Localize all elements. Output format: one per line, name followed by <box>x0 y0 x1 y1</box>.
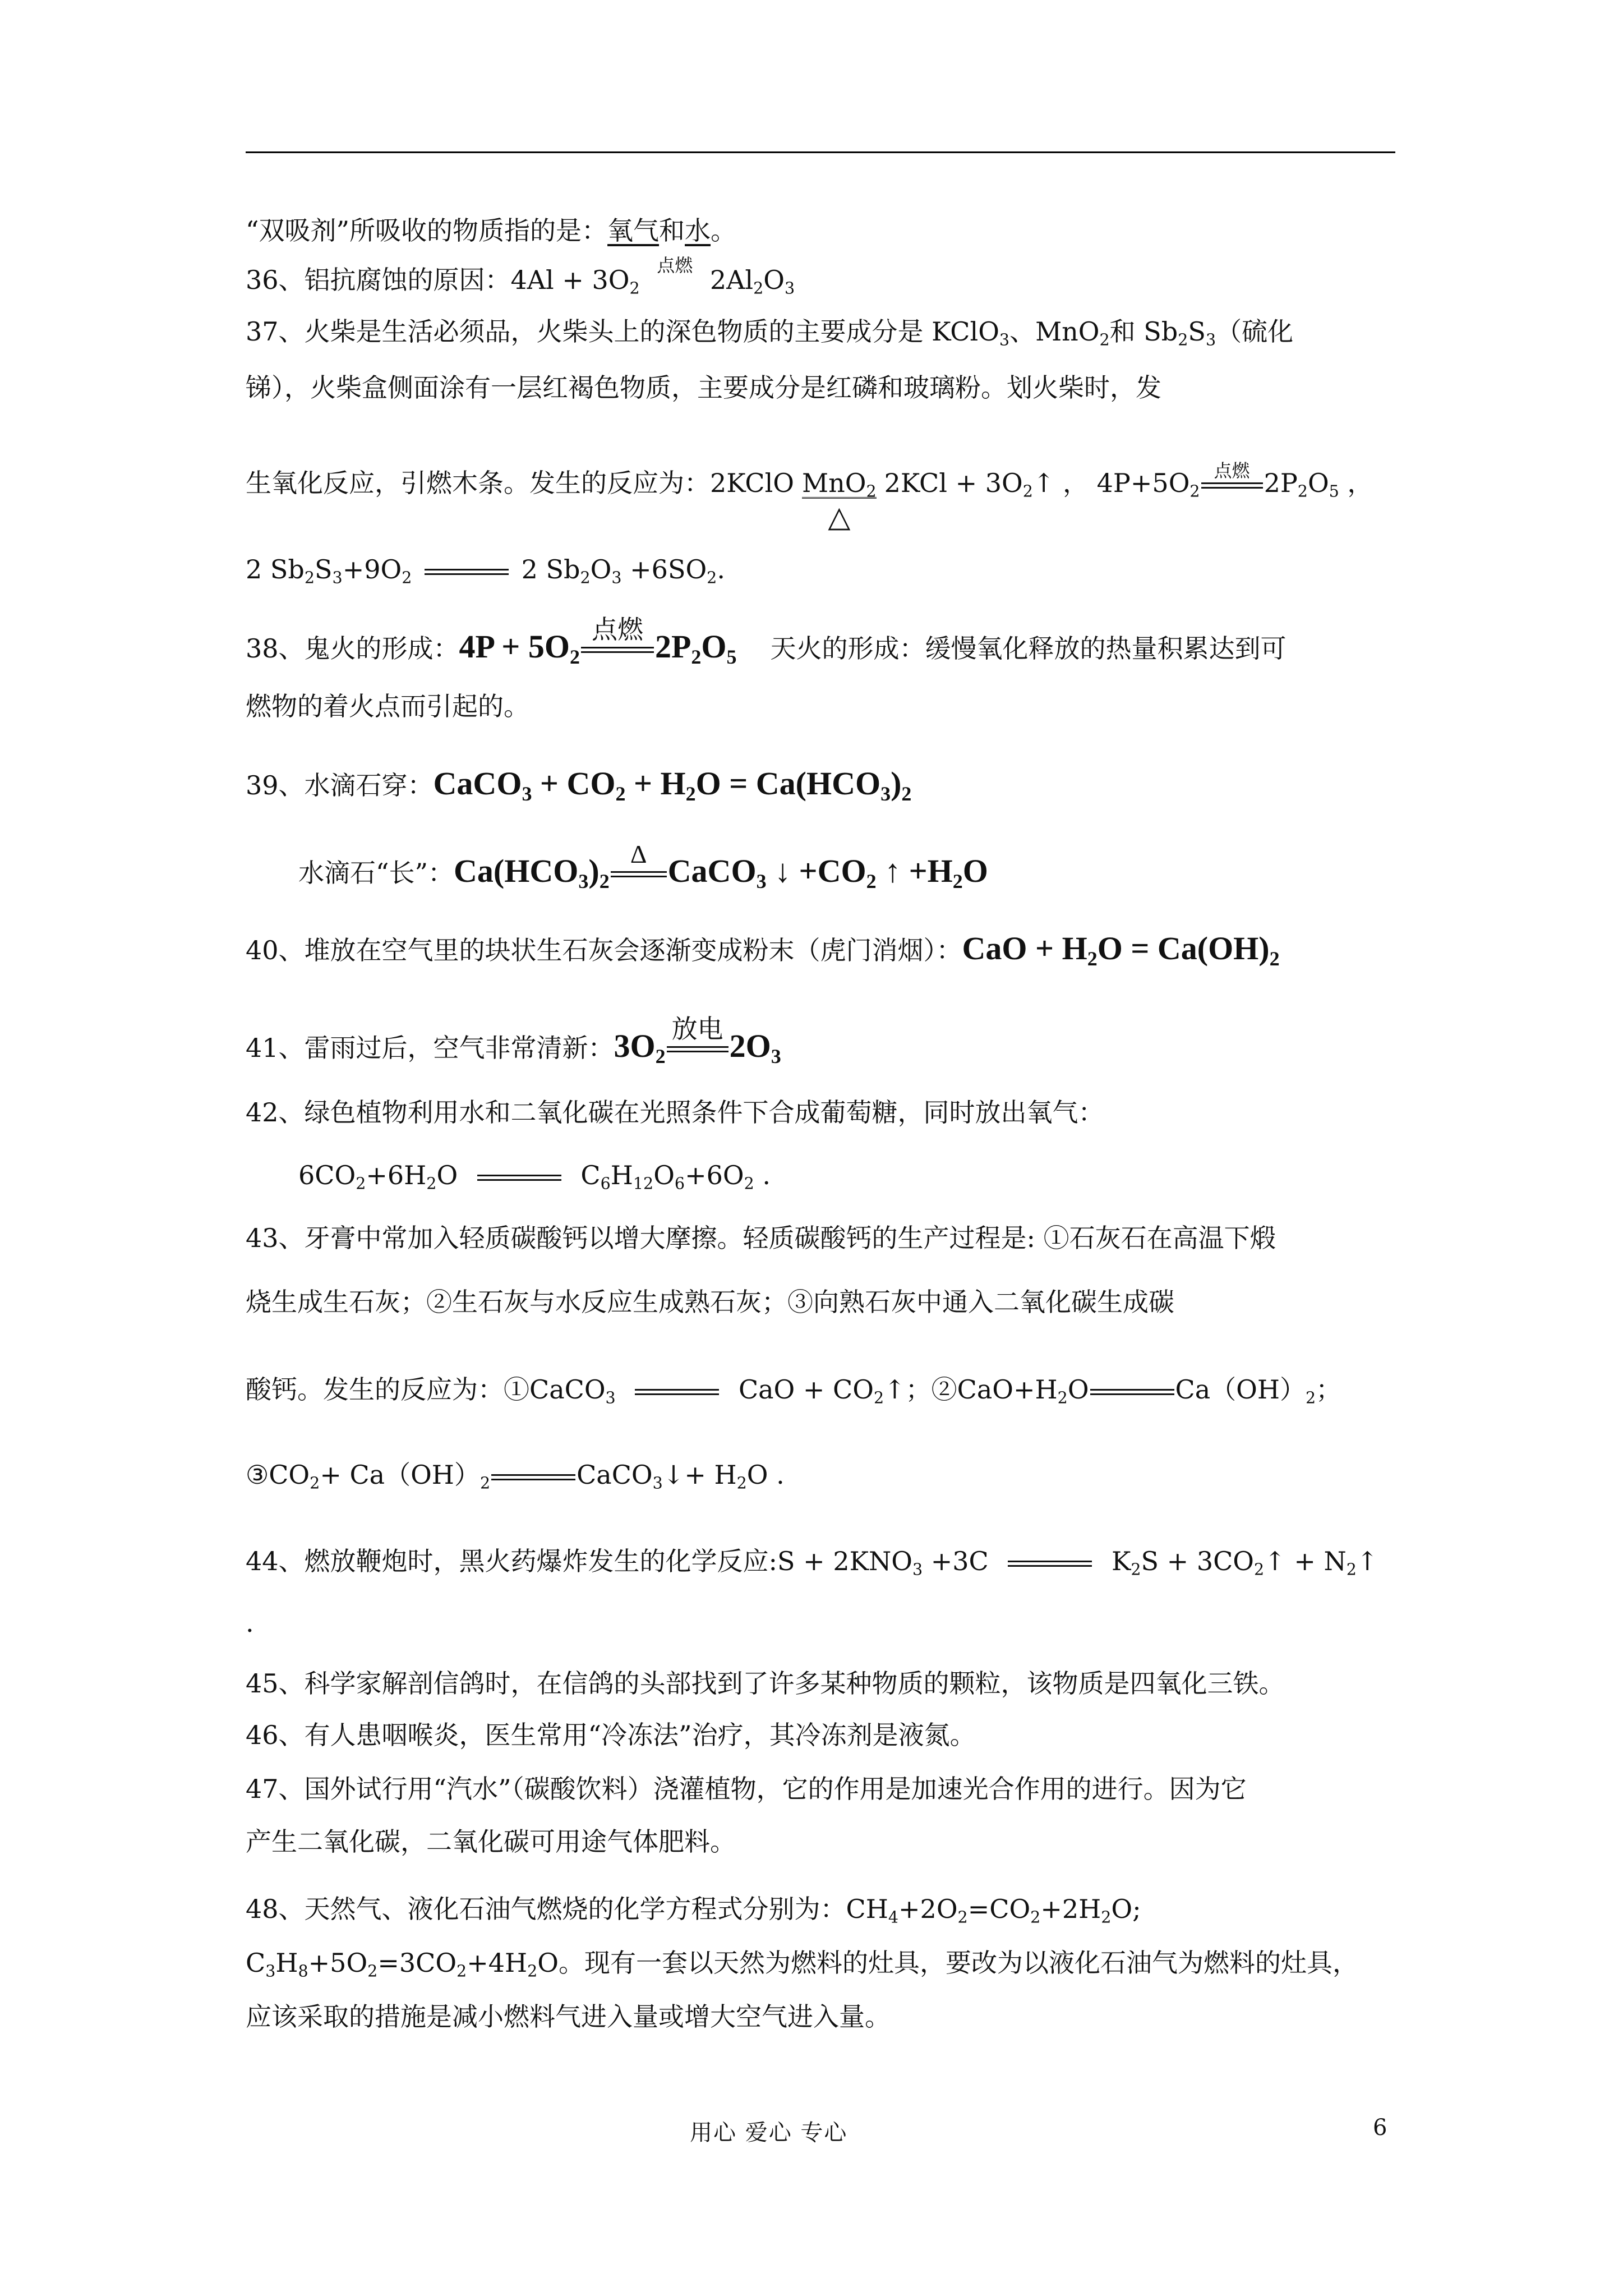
text: + Ca（OH） <box>320 1460 480 1490</box>
text: +6O <box>685 1160 744 1190</box>
subscript: 2 <box>457 1962 467 1981</box>
footer-motto: 用心 爱心 专心 <box>690 2120 848 2146</box>
text: H <box>275 1948 298 1978</box>
text: 生氧化反应，引燃木条。发生的反应为：2KClO <box>246 468 795 498</box>
subscript: 12 <box>633 1174 654 1193</box>
text: 酸钙。发生的反应为：①CaCO <box>246 1374 606 1405</box>
text: O <box>1307 468 1329 498</box>
subscript: 2 <box>310 1474 320 1493</box>
line-47b: 产生二氧化碳，二氧化碳可用途气体肥料。 <box>246 1826 736 1857</box>
text: ③CO <box>246 1460 310 1490</box>
text: O <box>1067 1374 1089 1405</box>
subscript: 2 <box>1178 330 1188 349</box>
text: （硫化 <box>1216 316 1294 347</box>
line-48c: 应该采取的措施是减小燃料气进入量或增大空气进入量。 <box>246 2001 891 2032</box>
text: Ca（OH） <box>1175 1374 1306 1405</box>
text: 2 Sb <box>521 554 580 585</box>
subscript: 3 <box>578 869 589 892</box>
text: O <box>653 1160 675 1190</box>
subscript: 3 <box>265 1962 276 1981</box>
reaction-arrow <box>581 615 654 653</box>
reaction-arrow <box>635 1389 719 1395</box>
answer-water: 水 <box>685 215 711 246</box>
subscript: 2 <box>1297 482 1308 501</box>
subscript: 2 <box>1101 1908 1112 1927</box>
subscript: 2 <box>1131 1560 1141 1579</box>
line-48b <box>246 1948 1359 1981</box>
subscript: 3 <box>332 568 343 587</box>
subscript: 8 <box>298 1962 308 1981</box>
subscript: 2 <box>957 1908 968 1927</box>
text: ↑ ， 4P+5O <box>1032 468 1190 498</box>
subscript: 3 <box>999 330 1010 349</box>
line-40 <box>246 930 1280 970</box>
line-35 <box>246 215 737 246</box>
subscript: 3 <box>756 869 767 892</box>
formula: ↑ +H <box>876 853 953 889</box>
formula: + H <box>625 765 686 802</box>
subscript: 2 <box>479 1474 491 1493</box>
text: 2P <box>1264 468 1298 498</box>
subscript: 2 <box>569 645 580 668</box>
subscript: 3 <box>652 1474 663 1493</box>
line-44b: . <box>246 1608 254 1638</box>
text: O <box>763 265 785 295</box>
reaction-condition: 点燃 <box>657 255 693 276</box>
text: H <box>610 1160 633 1190</box>
subscript: 2 <box>599 869 610 892</box>
line-43b: 烧生成生石灰；②生石灰与水反应生成熟石灰；③向熟石灰中通入二氧化碳生成碳 <box>246 1287 1174 1317</box>
subscript: 2 <box>615 782 626 805</box>
line-39a <box>246 765 912 805</box>
subscript: 2 <box>736 1474 747 1493</box>
text: 天火的形成：缓慢氧化释放的热量积累达到可 <box>770 633 1287 664</box>
answer-oxygen: 氧气 <box>607 215 660 246</box>
heat-triangle: △ <box>828 500 851 534</box>
subscript: 2 <box>952 869 963 892</box>
subscript: 6 <box>674 1174 685 1193</box>
text: 、MnO <box>1009 316 1100 347</box>
text: 40、堆放在空气里的块状生石灰会逐渐变成粉末（虎门消烟）： <box>246 935 962 965</box>
catalyst-heat <box>802 468 877 534</box>
formula: + CO <box>532 765 616 802</box>
subscript: 2 <box>873 1388 884 1407</box>
formula: Ca(HCO <box>454 853 579 889</box>
text: . <box>754 1160 771 1190</box>
text: +2H <box>1040 1894 1101 1924</box>
reaction-arrow <box>667 1015 728 1052</box>
reaction-condition: 放电 <box>671 1015 723 1044</box>
subscript: 2 <box>1189 482 1200 501</box>
line-36 <box>246 255 795 298</box>
text: +5O <box>308 1948 368 1978</box>
text: +9O <box>342 554 402 585</box>
text: 2Al <box>709 265 754 295</box>
formula: ) <box>891 765 902 802</box>
reaction-arrow <box>1090 1389 1174 1395</box>
text: C <box>580 1160 601 1190</box>
text: 36、铝抗腐蚀的原因：4Al + 3O <box>246 265 630 295</box>
text: CaO + CO <box>738 1374 874 1405</box>
reaction-condition: 点燃 <box>591 615 643 645</box>
subscript: 2 <box>753 279 764 298</box>
subscript: 2 <box>527 1962 538 1981</box>
text: ， <box>1339 468 1373 498</box>
subscript: 2 <box>1099 330 1110 349</box>
line-41 <box>246 1015 781 1068</box>
reaction-arrow <box>477 1175 561 1181</box>
line-37a <box>246 316 1294 349</box>
text: 38、鬼火的形成： <box>246 633 459 664</box>
subscript: 2 <box>1306 1388 1316 1407</box>
text: ↑ <box>1356 1546 1378 1576</box>
formula: 4P + 5O <box>459 628 570 665</box>
text: 44、燃放鞭炮时，黑火药爆炸发生的化学反应:S + 2KNO <box>246 1546 912 1576</box>
reaction-arrow <box>1008 1561 1092 1567</box>
subscript: 3 <box>522 782 532 805</box>
reaction-arrow <box>1201 459 1263 489</box>
subscript: 2 <box>1057 1388 1068 1407</box>
line-42a: 42、绿色植物利用水和二氧化碳在光照条件下合成葡萄糖，同时放出氧气： <box>246 1097 1104 1128</box>
subscript: 2 <box>866 869 877 892</box>
text: O。现有一套以天然为燃料的灶具，要改为以液化石油气为燃料的灶具， <box>537 1948 1359 1978</box>
subscript: 2 <box>402 568 412 587</box>
subscript: 3 <box>1205 330 1216 349</box>
reaction-arrow <box>491 1474 575 1480</box>
formula: ↓ +CO <box>766 853 866 889</box>
text: +6H <box>366 1160 427 1190</box>
text: +2O <box>898 1894 958 1924</box>
subscript: 2 <box>367 1962 378 1981</box>
formula: 2O <box>729 1028 771 1064</box>
subscript: 3 <box>771 1045 781 1068</box>
text: C <box>246 1948 266 1978</box>
text: 48、天然气、液化石油气燃烧的化学方程式分别为：CH <box>246 1894 888 1924</box>
subscript: 4 <box>888 1908 899 1927</box>
page-number: 6 <box>1373 2115 1387 2141</box>
line-45: 45、科学家解剖信鸽时，在信鸽的头部找到了许多某种物质的颗粒，该物质是四氧化三铁。 <box>246 1668 1285 1699</box>
subscript: 2 <box>356 1174 366 1193</box>
subscript: 3 <box>880 782 891 805</box>
subscript: 3 <box>912 1560 923 1579</box>
subscript: 2 <box>691 645 702 668</box>
subscript: 2 <box>1030 1908 1041 1927</box>
text: ↑ + N <box>1264 1546 1347 1576</box>
text: 和 Sb <box>1109 316 1178 347</box>
text: +6SO <box>621 554 707 585</box>
subscript: 2 <box>629 279 640 298</box>
formula: CaCO <box>667 853 757 889</box>
text: S + 3CO <box>1141 1546 1254 1576</box>
reaction-arrow <box>611 840 667 877</box>
formula: ) <box>588 853 600 889</box>
subscript: 3 <box>611 568 622 587</box>
text: 37、火柴是生活必须品，火柴头上的深色物质的主要成分是 KClO <box>246 316 999 347</box>
formula: CaO + H <box>962 930 1087 967</box>
text: 2 Sb <box>246 554 305 585</box>
subscript: 2 <box>685 782 696 805</box>
catalyst: MnO <box>802 468 866 498</box>
subscript: 2 <box>655 1045 666 1068</box>
line-37d <box>246 554 725 587</box>
subscript: 5 <box>1329 482 1339 501</box>
text: 2KCl + 3O <box>884 468 1023 498</box>
subscript: 2 <box>426 1174 437 1193</box>
line-44a <box>246 1546 1378 1579</box>
line-37c <box>246 459 1373 534</box>
formula: O <box>701 628 727 665</box>
text: ↓+ H <box>662 1460 737 1490</box>
formula: O = Ca(OH) <box>1097 930 1270 967</box>
text: 和 <box>659 215 685 246</box>
text: S <box>1188 316 1206 347</box>
formula: 3O <box>614 1028 656 1064</box>
text: ； <box>1316 1374 1342 1405</box>
text: 水滴石“长”： <box>298 858 454 888</box>
text: 。 <box>711 215 737 246</box>
subscript: 6 <box>600 1174 611 1193</box>
reaction-condition: 点燃 <box>1214 459 1250 481</box>
text: “双吸剂”所吸收的物质指的是： <box>246 215 608 246</box>
subscript: 2 <box>744 1174 754 1193</box>
text: O; <box>1111 1894 1141 1924</box>
subscript: 2 <box>1254 1560 1265 1579</box>
subscript: 2 <box>901 782 912 805</box>
reaction-arrow <box>425 569 509 575</box>
line-42b <box>298 1160 771 1193</box>
line-43c <box>246 1374 1342 1407</box>
subscript: 2 <box>580 568 591 587</box>
line-43a: 43、牙膏中常加入轻质碳酸钙以增大摩擦。轻质碳酸钙的生产过程是: ①石灰石在高温下煅 <box>246 1223 1276 1253</box>
line-48a <box>246 1894 1141 1927</box>
formula: CaCO <box>433 765 522 802</box>
text: O . <box>746 1460 785 1490</box>
formula: O = Ca(HCO <box>695 765 881 802</box>
subscript: 3 <box>784 279 795 298</box>
reaction-condition: Δ <box>630 840 647 869</box>
subscript: 2 <box>304 568 315 587</box>
subscript: 2 <box>866 482 877 501</box>
subscript: 2 <box>1346 1560 1357 1579</box>
line-46: 46、有人患咽喉炎，医生常用“冷冻法”治疗，其冷冻剂是液氮。 <box>246 1720 976 1750</box>
subscript: 2 <box>707 568 717 587</box>
text: S <box>315 554 333 585</box>
formula: 2P <box>654 628 691 665</box>
text: =3CO <box>377 1948 457 1978</box>
text: 41、雷雨过后，空气非常清新： <box>246 1033 614 1063</box>
line-38b: 燃物的着火点而引起的。 <box>246 691 529 721</box>
line-47a: 47、国外试行用“汽水”（碳酸饮料）浇灌植物，它的作用是加速光合作用的进行。因为它 <box>246 1774 1247 1804</box>
text: ↑；②CaO+H <box>884 1374 1058 1405</box>
text: K <box>1111 1546 1131 1576</box>
line-37b: 锑），火柴盒侧面涂有一层红褐色物质，主要成分是红磷和玻璃粉。划火柴时，发 <box>246 372 1161 403</box>
text: . <box>717 554 725 585</box>
formula: O <box>962 853 988 889</box>
subscript: 3 <box>605 1388 616 1407</box>
text: +3C <box>923 1546 989 1576</box>
line-38a <box>246 615 1287 668</box>
text: +4H <box>467 1948 528 1978</box>
text: 39、水滴石穿： <box>246 770 434 800</box>
header-rule <box>246 151 1395 153</box>
line-39b <box>298 840 988 892</box>
line-43d <box>246 1460 785 1493</box>
subscript: 5 <box>726 645 737 668</box>
reaction-arrow <box>652 255 697 283</box>
subscript: 2 <box>1269 947 1280 970</box>
subscript: 2 <box>1087 947 1098 970</box>
text: O <box>436 1160 458 1190</box>
text: 6CO <box>298 1160 356 1190</box>
text: CaCO <box>577 1460 653 1490</box>
text: O <box>590 554 612 585</box>
text: =CO <box>967 1894 1031 1924</box>
subscript: 2 <box>1022 482 1033 501</box>
